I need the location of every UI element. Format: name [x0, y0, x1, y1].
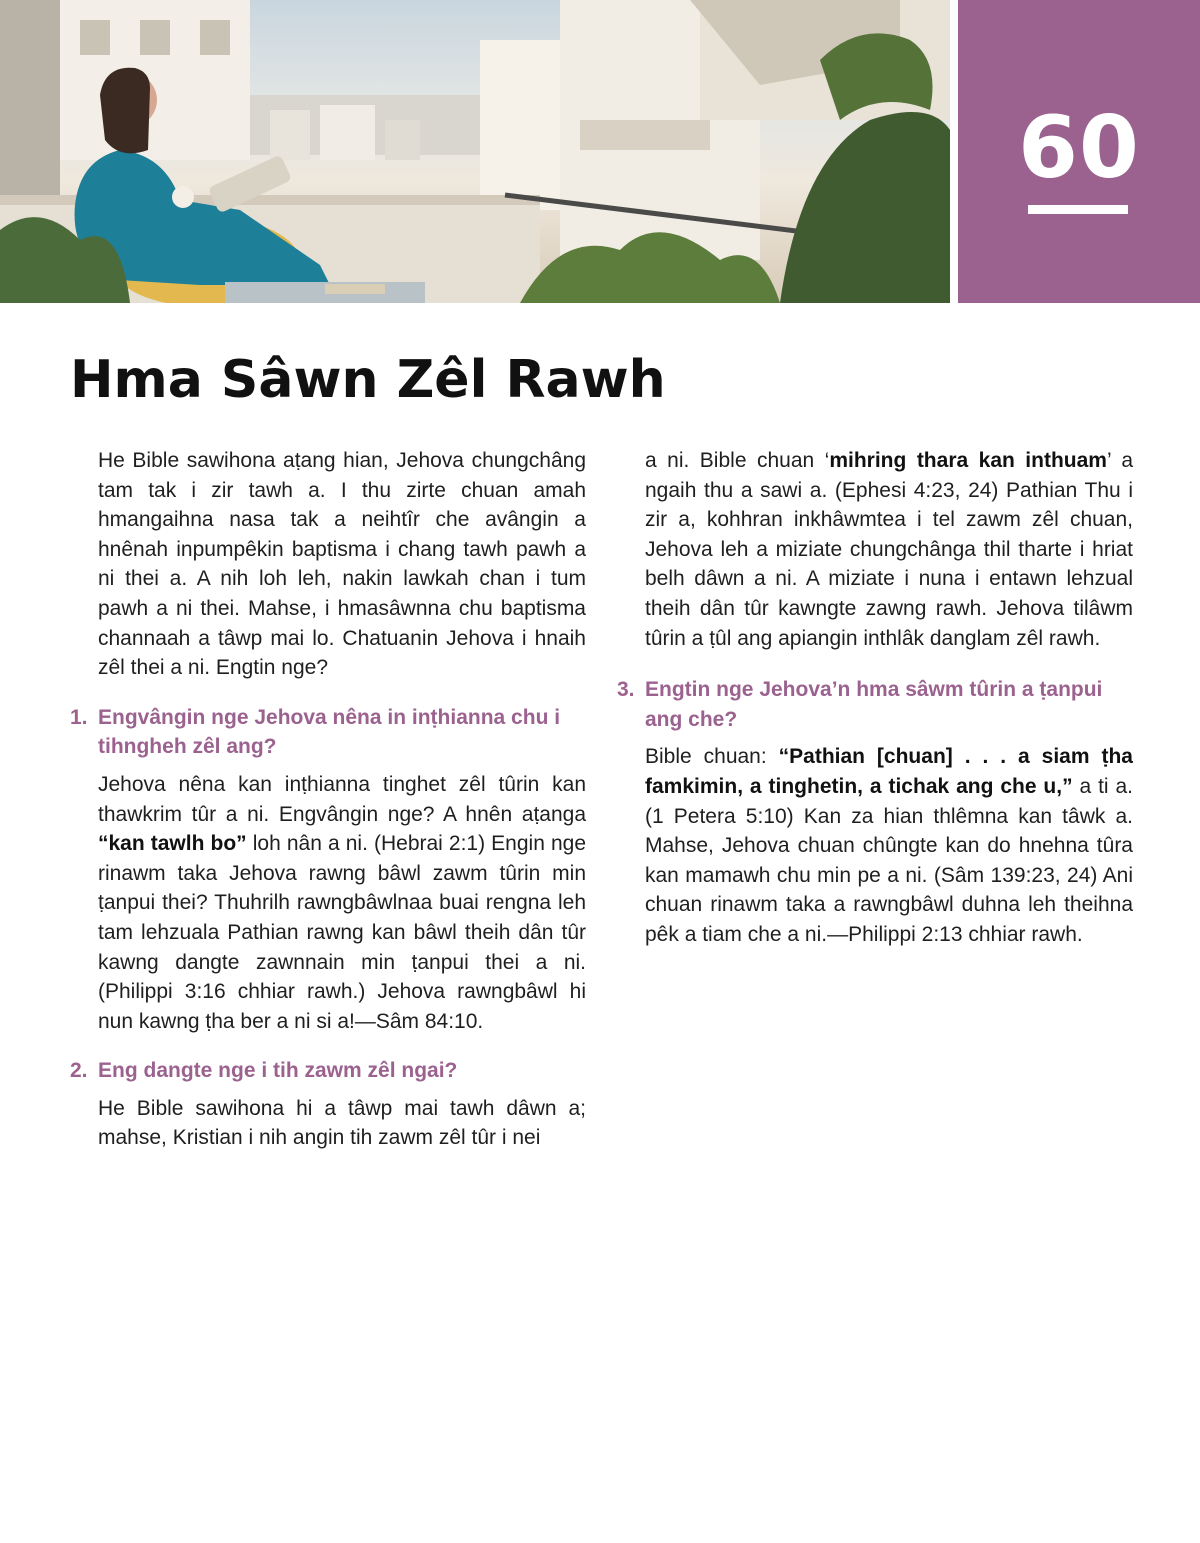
section-3-text-a: Bible chuan: — [645, 745, 779, 769]
section-2-question-text: Eng dangte nge i tih zawm zêl ngai? — [98, 1059, 458, 1083]
intro-paragraph: He Bible sawihona aṭang hian, Jehova chungchâng tam tak i zir tawh a. I thu zirte chuan amah hmangaihna nasa tak a neihtîr che avângin a hnênah inpumpêkin baptisma i chang tawh pawh a ni thei a. A nih loh leh, nakin lawkah chan i tum pawh a ni thei. Mahse, i hmasâwnna chu baptisma channaah a tâwp mai lo. Chatuanin Jehova i hnaih zêl thei a ni. Engtin nge? — [98, 449, 586, 680]
section-1-text-a: Jehova nêna kan inṭhianna tinghet zêl tûrin kan thawkrim tûr a ni. Engvângin nge? A hnên aṭanga — [98, 772, 586, 826]
section-3-number: 3. — [617, 678, 635, 702]
section-2-paragraph-start: He Bible sawihona hi a tâwp mai tawh dâwn a; mahse, Kristian i nih angin tih zawm zêl tûr i nei — [98, 1096, 586, 1150]
section-2-question — [70, 1056, 586, 1086]
balcony-photo-illustration — [0, 0, 950, 303]
section-3-question — [617, 675, 1133, 734]
section-1-number: 1. — [70, 705, 88, 729]
section-3-bold-quote: “Pathian [chuan] . . . a siam ṭha famkimin, a tinghetin, a tichak ang che u,” — [645, 745, 1133, 798]
section-2-text-b: ’ a ngaih thu a sawi a. (Ephesi 4:23, 24) Pathian Thu i zir a, kohhran inkhâwmtea i tel zawm zêl chuan, Jehova leh a miziate chungchânga thil tharte i hriat belh dâwn a ni. A miziate i nuna i entawn lehzual theih dân tûr kawngte zawng rawh. Jehova tilâwm tûrin a ṭûl ang apiangin inthlâk danglam zêl rawh. — [645, 449, 1134, 650]
right-column — [617, 446, 1133, 950]
section-2-paragraph-continued — [645, 446, 1133, 653]
section-2-text-a: a ni. Bible chuan ‘ — [645, 449, 830, 472]
section-3-text-b: a ti a. (1 Petera 5:10) Kan za hian thlêmna kan tâwk a. Mahse, Jehova chuan chûngte kan do hnehna tûra kan mamawh chu min pe a ni. (Sâm 139:23, 24) Ani chuan rinawm taka a rawngbâwl duhna leh theihna pêk a tiam che a ni.—Philippi 2:13 chhiar rawh. — [645, 774, 1133, 946]
section-2-number: 2. — [70, 1059, 88, 1083]
header-photo — [0, 0, 950, 303]
section-1-paragraph — [98, 770, 586, 1036]
lesson-number-underline — [1028, 205, 1128, 214]
section-1-question-text: Engvângin nge Jehova nêna in inṭhianna chu i tihngheh zêl ang? — [98, 705, 561, 759]
section-1-bold-quote: “kan tawlh bo” — [98, 832, 247, 856]
page-title: Hma Sâwn Zêl Rawh — [70, 350, 666, 410]
section-3-question-text: Engtin nge Jehova’n hma sâwm tûrin a ṭanpui ang che? — [645, 678, 1103, 731]
section-3-paragraph — [645, 742, 1133, 949]
section-1-text-b: loh nân a ni. (Hebrai 2:1) Engin nge rinawm taka Jehova rawng bâwl zawm tûrin min ṭanpui thei? Thuhrilh rawngbâwlnaa buai rengna leh tam lehzuala Pathian rawng kan bâwl theih dân tûr kawng dangte zawnnain min ṭanpui thei a ni. (Philippi 3:16 chhiar rawh.) Jehova rawngbâwl hi nun kawng ṭha ber a ni si a!—Sâm 84:10. — [98, 832, 586, 1033]
left-column — [70, 446, 586, 1153]
lesson-number-badge — [958, 0, 1200, 303]
lesson-number: 60 — [1018, 98, 1140, 198]
section-1-question — [70, 703, 586, 762]
section-2-bold-quote: mihring thara kan inthuam — [829, 449, 1107, 472]
